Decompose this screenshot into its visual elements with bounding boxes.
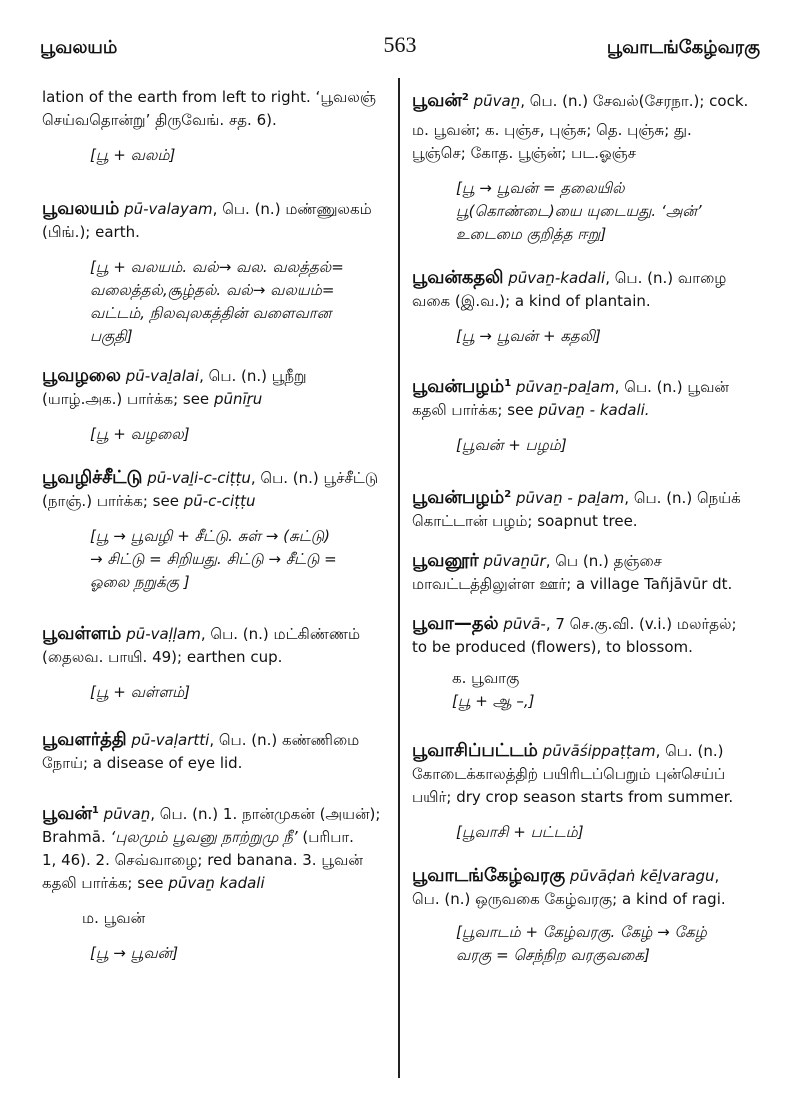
definition: கதலி பார்க்க; see <box>42 874 169 892</box>
definition: , <box>714 867 720 885</box>
headword: பூவன்பழம் <box>412 487 505 508</box>
etymology: [பூவாசி + பட்டம்] <box>456 823 584 841</box>
entry-puvankadali <box>412 266 760 348</box>
transliteration: pūvāśippaṭṭam <box>542 742 656 760</box>
definition: , பெ. (n.) 1. நான்முகன் (அயன்); <box>150 805 381 823</box>
entry-puvanur <box>412 549 760 596</box>
headword: பூவனூர் <box>412 550 479 571</box>
definition: , பெ. (n.) கண்ணிமை <box>209 731 360 749</box>
transliteration: pūvaṉ <box>473 92 521 110</box>
headword: பூவா—தல் <box>412 613 499 634</box>
definition: (தைலவ. பாயி. 49); earthen cup. <box>42 648 283 666</box>
definition: (பரிபா. <box>297 828 354 846</box>
definition: , பெ. (n.) பூநீறு <box>199 367 307 385</box>
definition: (நாஞ்.) பார்க்க; see <box>42 492 184 510</box>
etymology: பகுதி] <box>90 327 133 345</box>
definition: , பெ. (n.) மட்கிண்ணம் <box>200 625 361 643</box>
definition: பயிர்; dry crop season starts from summer. <box>412 788 734 806</box>
definition: நோய்; a disease of eye lid. <box>42 754 243 772</box>
definition: Brahmā. <box>42 828 111 846</box>
headword: பூவாடங்கேழ்வரகு <box>412 865 566 886</box>
transliteration: pū-vaḷartti <box>131 731 210 749</box>
cognates: ம. பூவன் <box>82 909 146 927</box>
text-line: lation of the earth from left to right. ‘பூவலஞ் <box>42 88 376 106</box>
text-line: செய்வதொன்று’ திருவேங். சத. 6). <box>42 111 277 129</box>
definition: (யாழ்.அக.) பார்க்க; see <box>42 390 214 408</box>
column-divider <box>398 78 400 1078</box>
entry-puvan-2 <box>412 86 760 246</box>
entry-puvalayam <box>42 197 384 348</box>
definition: , 7 செ.கு.வி. (v.i.) மலர்தல்; <box>545 615 737 633</box>
entry-puvasippattam <box>412 739 760 844</box>
transliteration: pū-vaḻi-c-ciṭṭu <box>147 469 251 487</box>
transliteration: pūvaṉ <box>103 805 151 823</box>
etymology: [பூ + வலயம். வல்→ வல. வலத்தல்= <box>90 258 344 276</box>
etymology: [பூ → பூவழி + சீட்டு. சுள் → (சுட்டு) <box>90 527 330 545</box>
entry-puvanpazham-1 <box>412 372 760 457</box>
cross-reference: pū-c-ciṭṭu <box>183 492 256 510</box>
homonym-number: 1 <box>504 378 512 389</box>
definition: பெ. (n.) ஒருவகை கேழ்வரகு; a kind of ragi. <box>412 890 726 908</box>
transliteration: pūvaṉ - paḻam <box>516 489 625 507</box>
entry-puvallam <box>42 622 384 704</box>
etymology: [பூ + வள்ளம்] <box>90 683 190 701</box>
definition: மாவட்டத்திலுள்ள ஊர்; a village Tañjāvūr dt. <box>412 575 733 593</box>
etymology: [பூவன் + பழம்] <box>456 436 567 454</box>
definition: , பெ. (n.) நெய்க் <box>624 489 741 507</box>
etymology: [பூ → பூவன் = தலையில் <box>456 179 625 197</box>
definition: (பிங்.); earth. <box>42 223 140 241</box>
headword: பூவாசிப்பட்டம் <box>412 740 538 761</box>
transliteration: pūvā- <box>503 615 546 633</box>
entry-puvalarthi <box>42 728 384 775</box>
headword: பூவன்பழம் <box>412 376 505 397</box>
definition: வகை (இ.வ.); a kind of plantain. <box>412 292 651 310</box>
running-head-left: பூவலயம் <box>40 37 118 58</box>
cross-reference: pūvaṉ - kadali. <box>538 401 650 419</box>
etymology: [பூ + வழலை] <box>90 425 190 443</box>
entry-puvazhichittu <box>42 466 384 594</box>
page-header <box>0 0 800 78</box>
etymology: பூ(கொண்டை)யை யுடையது. ‘அன்’ <box>456 202 702 220</box>
definition: , பெ. (n.) மண்ணுலகம் <box>212 200 372 218</box>
definition: , பெ. (n.) வாழை <box>605 269 727 287</box>
etymology: ஓலை நறுக்கு ] <box>90 573 190 591</box>
definition: கோடைக்காலத்திற் பயிரிடப்பெறும் புன்செய்ப் <box>412 765 726 783</box>
etymology: [பூ + வலம்] <box>90 146 176 164</box>
headword: பூவழலை <box>42 365 121 386</box>
etymology: வட்டம், நிலவுலகத்தின் வளைவான <box>90 304 332 322</box>
homonym-number: 1 <box>91 805 99 816</box>
etymology: [பூ → பூவன் + கதலி] <box>456 327 601 345</box>
page-number: 563 <box>383 32 417 57</box>
headword: பூவன்கதலி <box>412 267 504 288</box>
definition: , பெ (n.) தஞ்சை <box>545 552 662 570</box>
left-column <box>42 86 384 965</box>
cognates: ம. பூவன்; க. புஞ்ச, புஞ்சு; தெ. புஞ்சு; து. <box>412 121 692 139</box>
transliteration: pū-valayam <box>124 200 213 218</box>
entry-puvan-1 <box>42 799 384 965</box>
headword: பூவளர்த்தி <box>42 729 127 750</box>
etymology: [பூவாடம் + கேழ்வரகு. கேழ் → கேழ் <box>456 923 707 941</box>
cognates: க. பூவாகு <box>452 669 520 687</box>
definition: , பெ. (n.) பூச்சீட்டு <box>250 469 379 487</box>
etymology: வரகு = செந்நிற வரகுவகை] <box>456 946 650 964</box>
headword: பூவழிச்சீட்டு <box>42 467 143 488</box>
definition: கதலி பார்க்க; see <box>412 401 539 419</box>
definition: கொட்டான் பழம்; soapnut tree. <box>412 512 638 530</box>
etymology: [பூ → பூவன்] <box>90 944 179 962</box>
definition: , பெ. (n.) சேவல்(சேரநா.); cock. <box>520 92 749 110</box>
etymology: [பூ + ஆ –,] <box>452 692 535 710</box>
definition: to be produced (flowers), to blossom. <box>412 638 693 656</box>
right-column <box>412 86 760 967</box>
transliteration: pū-vaḻalai <box>125 367 200 385</box>
etymology: உடைமை குறித்த ஈறு] <box>456 225 607 243</box>
quotation: ‘புலமும் பூவனு நாற்றுமு நீ’ <box>110 828 298 846</box>
transliteration: pūvaṉūr <box>483 552 546 570</box>
homonym-number: 2 <box>461 92 469 103</box>
cross-reference: pūvaṉ kadali <box>168 874 265 892</box>
homonym-number: 2 <box>504 489 512 500</box>
entry-puvanpazham-2 <box>412 483 760 533</box>
etymology: → சிட்டு = சிறியது. சிட்டு → சீட்டு = <box>90 550 337 568</box>
entry-continuation <box>42 86 384 167</box>
headword: பூவள்ளம் <box>42 623 122 644</box>
entry-puvadangezhvaragu <box>412 864 760 967</box>
transliteration: pūvaṉ-paḻam <box>516 378 615 396</box>
entry-puvathal <box>412 612 760 713</box>
headword: பூவலயம் <box>42 198 120 219</box>
transliteration: pūvāḍaṅ kēḻvaragu <box>569 867 715 885</box>
headword: பூவன் <box>412 90 462 111</box>
definition: , பெ. (n.) <box>655 742 724 760</box>
definition: , பெ. (n.) பூவன் <box>614 378 729 396</box>
transliteration: pūvaṉ-kadali <box>508 269 606 287</box>
running-head-right: பூவாடங்கேழ்வரகு <box>606 37 760 58</box>
cognates: பூஞ்செ; கோத. பூஞ்ன்; பட.ஓஞ்ச <box>412 144 637 162</box>
cross-reference: pūnīṟu <box>213 390 263 408</box>
transliteration: pū-vaḷḷam <box>126 625 201 643</box>
definition: 1, 46). 2. செவ்வாழை; red banana. 3. பூவன் <box>42 851 363 869</box>
entry-puvazhalai <box>42 364 384 446</box>
headword: பூவன் <box>42 803 92 824</box>
etymology: வலைத்தல்,சூழ்தல். வல்→ வலயம்= <box>90 281 335 299</box>
